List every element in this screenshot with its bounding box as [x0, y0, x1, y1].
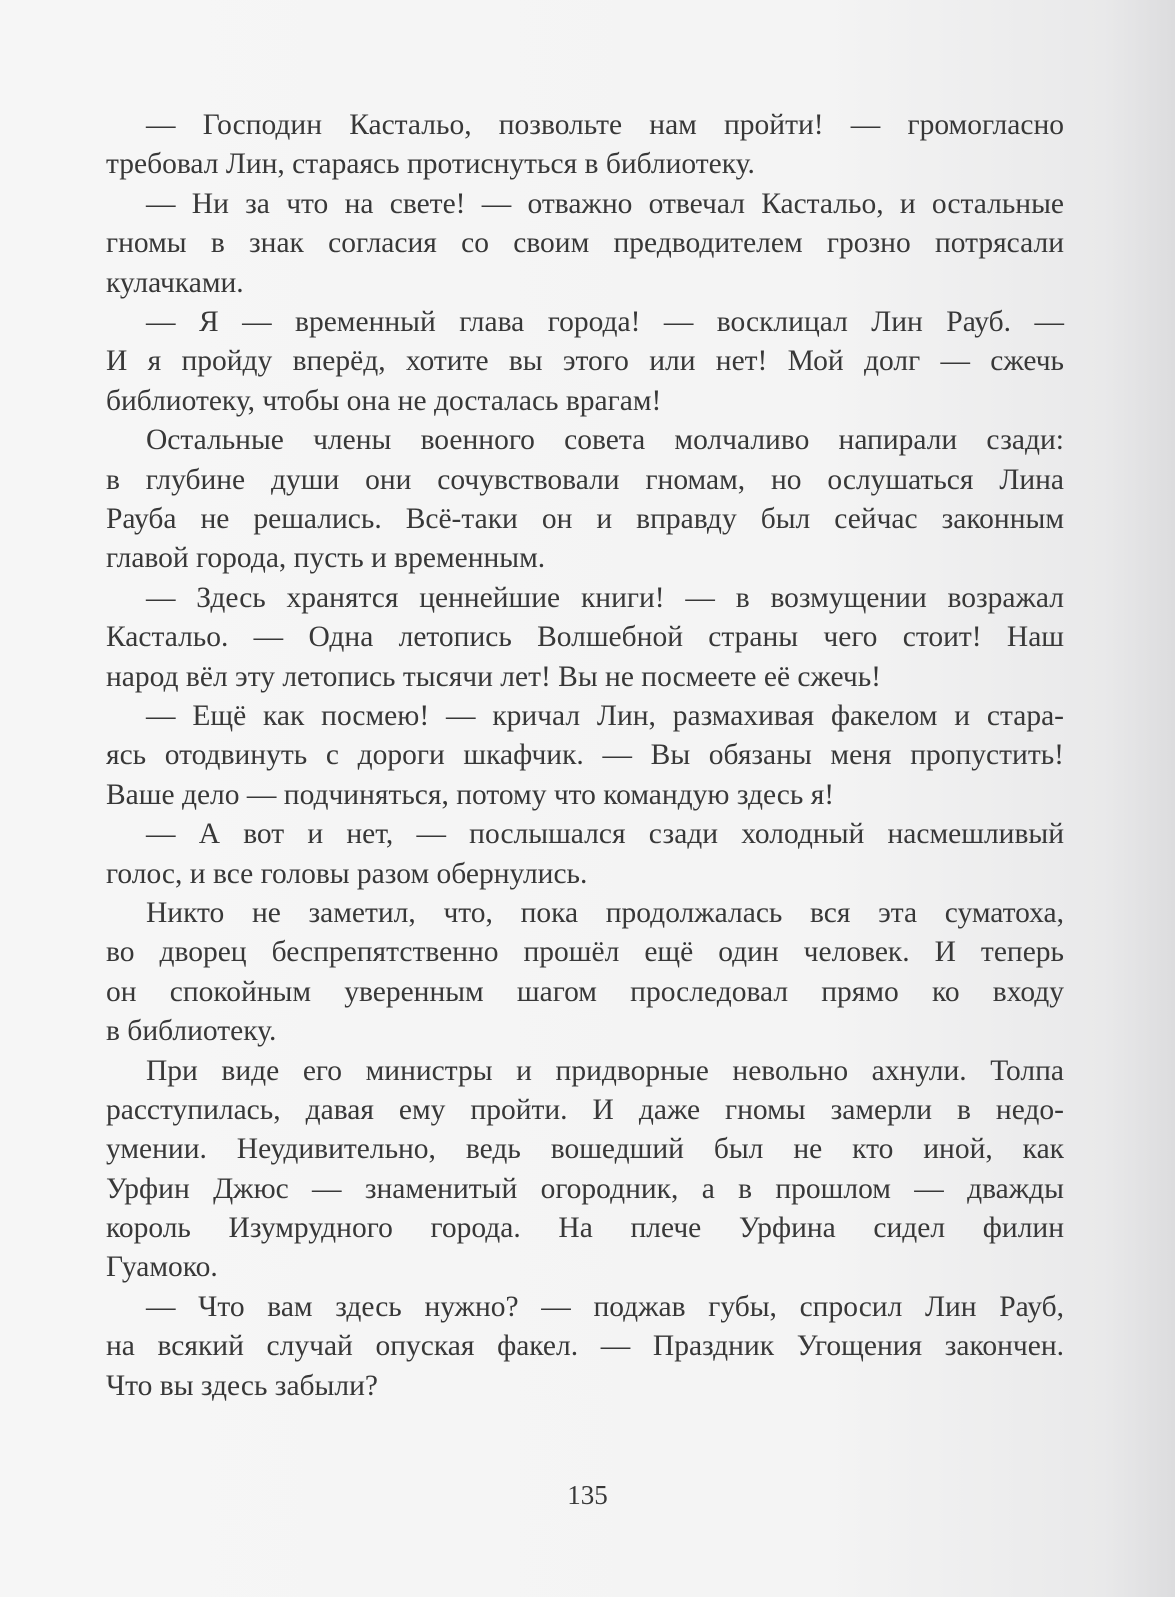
paragraph — [106, 894, 1064, 1052]
text-line: Кастальо. — Одна летопись Волшебной страны чего стоит! Наш — [106, 621, 1064, 654]
text-line: Рауба не решались. Всё-таки он и вправду был сейчас законным — [106, 502, 1064, 535]
text-line: требовал Лин, стараясь протиснуться в библиотеку. — [106, 148, 755, 181]
text-line: — Ни за что на свете! — отважно отвечал Кастальо, и остальные — [146, 187, 1064, 220]
text-line: умении. Неудивительно, ведь вошедший был не кто иной, как — [106, 1133, 1064, 1166]
paragraph — [106, 1052, 1064, 1288]
paragraph — [106, 421, 1064, 579]
text-line: народ вёл эту летопись тысячи лет! Вы не посмеете её сжечь! — [106, 660, 881, 693]
paragraph — [106, 815, 1064, 894]
text-line: расступилась, давая ему пройти. И даже гномы замерли в недо- — [106, 1093, 1064, 1126]
text-line: — Я — временный глава города! — восклицал Лин Рауб. — — [146, 305, 1064, 338]
text-line: — Здесь хранятся ценнейшие книги! — в возмущении возражал — [146, 581, 1064, 614]
book-page-text — [106, 106, 1064, 1406]
text-line: король Изумрудного города. На плече Урфина сидел филин — [106, 1212, 1064, 1245]
text-line: гномы в знак согласия со своим предводителем грозно потрясали — [106, 227, 1064, 260]
text-line: библиотеку, чтобы она не досталась врагам! — [106, 384, 662, 417]
text-line: Урфин Джюс — знаменитый огородник, а в прошлом — дважды — [106, 1172, 1064, 1205]
text-line: в глубине души они сочувствовали гномам, но ослушаться Лина — [106, 463, 1064, 496]
text-line: Гуамоко. — [106, 1251, 218, 1284]
text-line: — Что вам здесь нужно? — поджав губы, спросил Лин Рауб, — [146, 1290, 1064, 1323]
text-line: — А вот и нет, — послышался сзади холодный насмешливый — [146, 818, 1064, 851]
paragraph — [106, 579, 1064, 697]
paragraph — [106, 106, 1064, 185]
text-line: При виде его министры и придворные невольно ахнули. Толпа — [146, 1054, 1064, 1087]
text-line: — Ещё как посмею! — кричал Лин, размахивая факелом и стара- — [146, 699, 1064, 732]
text-line: Ваше дело — подчиняться, потому что командую здесь я! — [106, 778, 835, 811]
text-line: Никто не заметил, что, пока продолжалась вся эта суматоха, — [146, 896, 1064, 929]
text-line: в библиотеку. — [106, 1015, 277, 1048]
text-line: И я пройду вперёд, хотите вы этого или нет! Мой долг — сжечь — [106, 345, 1064, 378]
text-line: Остальные члены военного совета молчаливо напирали сзади: — [146, 424, 1064, 457]
text-line: ясь отодвинуть с дороги шкафчик. — Вы обязаны меня пропустить! — [106, 739, 1064, 772]
paragraph — [106, 185, 1064, 303]
page-number: 135 — [567, 1480, 608, 1510]
text-line: кулачками. — [106, 266, 244, 299]
text-line: во дворец беспрепятственно прошёл ещё один человек. И теперь — [106, 936, 1064, 969]
paragraph — [106, 303, 1064, 421]
text-line: — Господин Кастальо, позвольте нам пройти! — громогласно — [146, 109, 1064, 141]
text-line: Что вы здесь забыли? — [106, 1369, 378, 1402]
text-line: голос, и все головы разом обернулись. — [106, 857, 588, 890]
text-line: главой города, пусть и временным. — [106, 542, 546, 575]
text-line: на всякий случай опуская факел. — Праздник Угощения закончен. — [106, 1330, 1064, 1363]
paragraph — [106, 1288, 1064, 1406]
text-line: он спокойным уверенным шагом проследовал прямо ко входу — [106, 975, 1064, 1008]
paragraph — [106, 697, 1064, 815]
